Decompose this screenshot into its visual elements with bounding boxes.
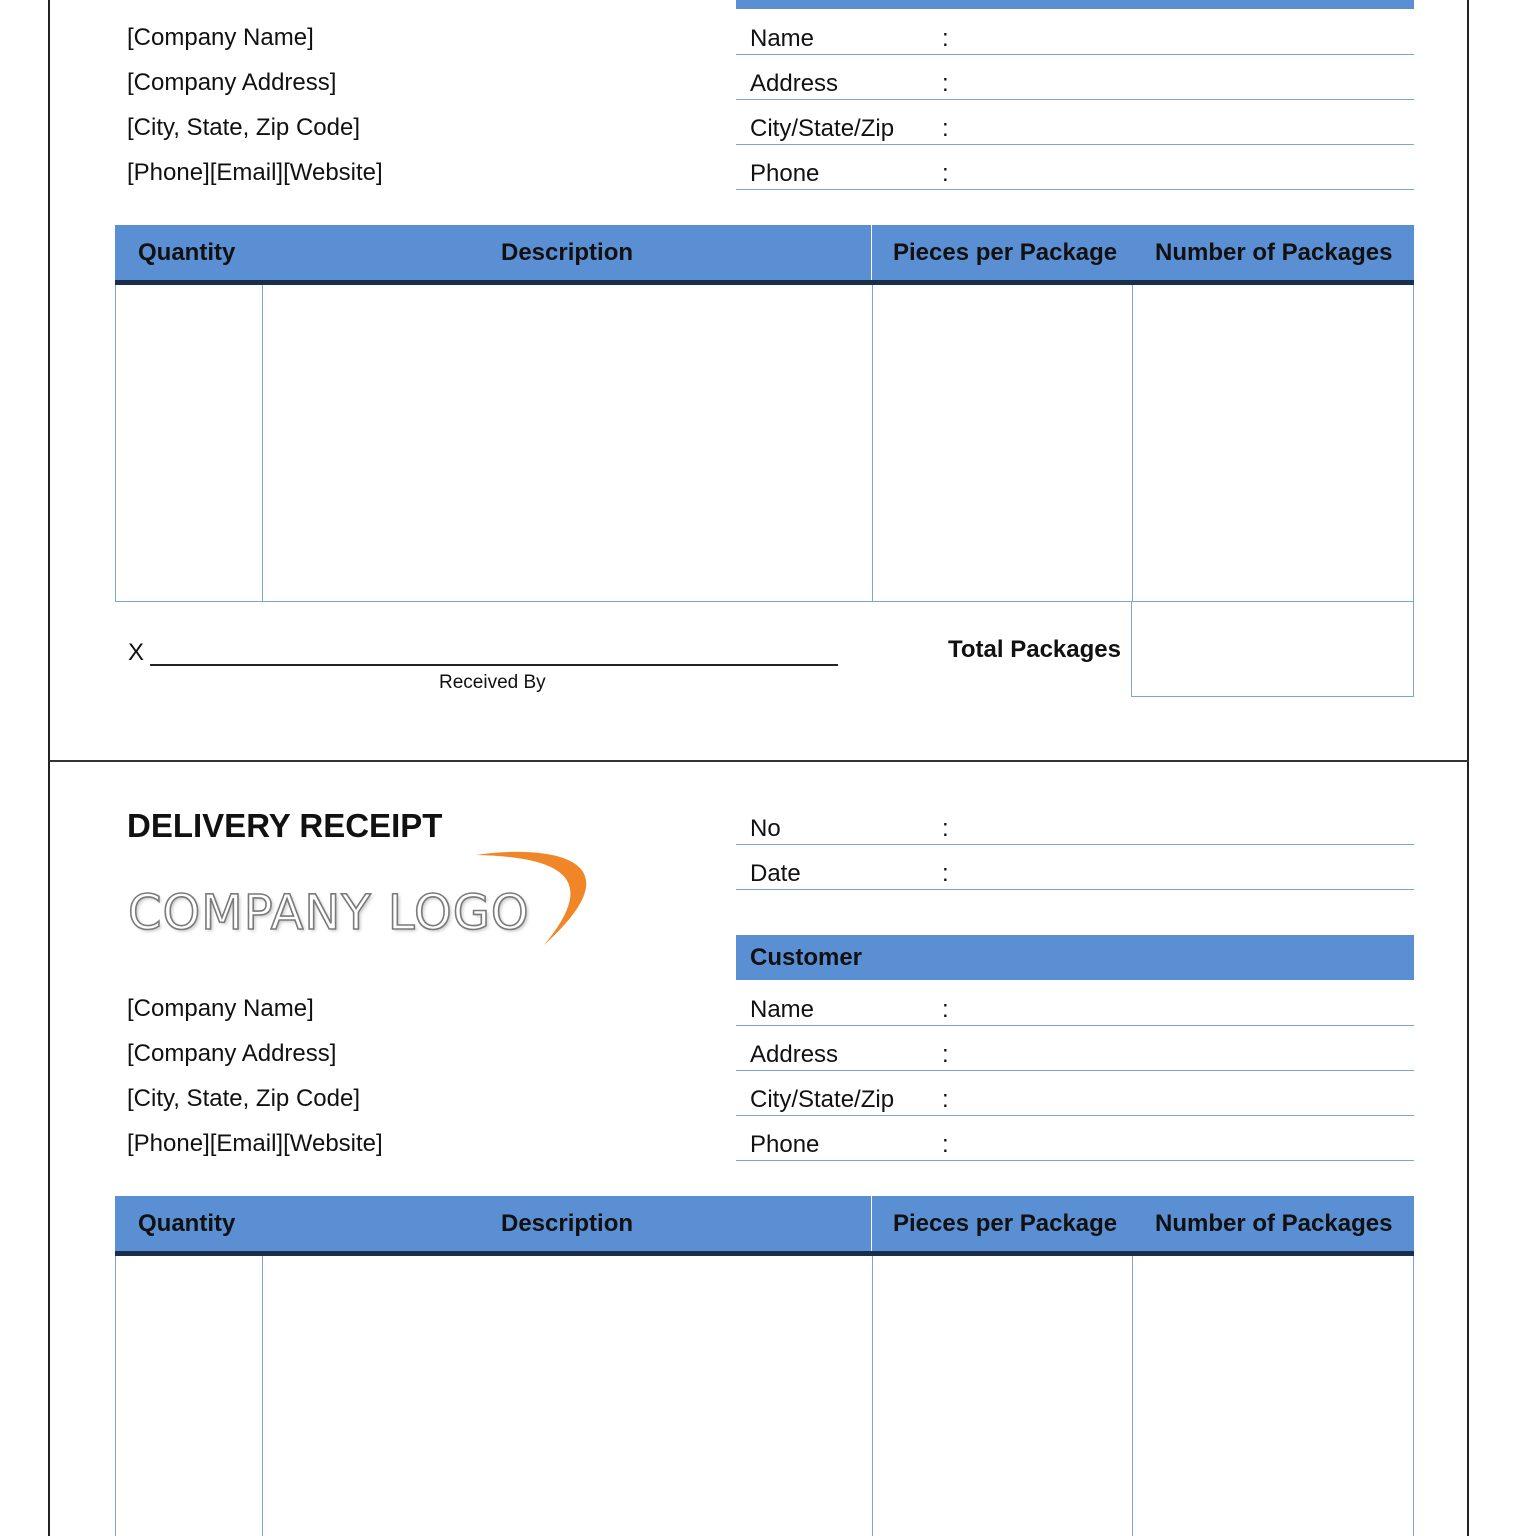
header-description: Description <box>501 1210 634 1237</box>
signature-mark: X <box>128 639 145 666</box>
header-number-of-packages: Number of Packages <box>1155 1210 1393 1237</box>
receipt-divider <box>49 760 1469 762</box>
company-logo <box>124 845 624 950</box>
field-label: Name <box>750 996 815 1023</box>
bottom-items-table-header <box>115 1196 1414 1256</box>
field-label: Address <box>750 70 839 97</box>
company-city: [City, State, Zip Code] <box>127 114 360 141</box>
company-contact: [Phone][Email][Website] <box>127 159 383 186</box>
customer-phone-field[interactable] <box>736 1130 1414 1161</box>
bottom-items-table-body[interactable] <box>115 1256 1414 1536</box>
column-divider <box>872 285 873 601</box>
field-label: No <box>750 815 781 842</box>
field-label: Address <box>750 1041 839 1068</box>
header-pieces-per-package: Pieces per Package <box>893 239 1118 266</box>
customer-name-field[interactable] <box>736 995 1414 1026</box>
header-quantity: Quantity <box>138 239 236 266</box>
total-packages-label: Total Packages <box>948 636 1121 663</box>
field-colon: : <box>942 70 949 97</box>
column-divider <box>1132 1256 1133 1536</box>
field-label: City/State/Zip <box>750 115 895 142</box>
column-divider <box>262 1256 263 1536</box>
total-packages-box[interactable] <box>1131 601 1414 697</box>
header-description: Description <box>501 239 634 266</box>
receipt-title: DELIVERY RECEIPT <box>127 807 443 844</box>
field-colon: : <box>942 1041 949 1068</box>
field-label: Name <box>750 25 815 52</box>
company-address: [Company Address] <box>127 1040 337 1067</box>
signature-caption: Received By <box>439 672 546 693</box>
field-colon: : <box>942 860 949 887</box>
receipt-date-field[interactable] <box>736 859 1414 890</box>
customer-address-field[interactable] <box>736 69 1414 100</box>
field-colon: : <box>942 115 949 142</box>
customer-name-field[interactable] <box>736 24 1414 55</box>
field-colon: : <box>942 996 949 1023</box>
column-divider <box>872 1256 873 1536</box>
column-divider <box>1132 285 1133 601</box>
customer-city-field[interactable] <box>736 114 1414 145</box>
field-colon: : <box>942 25 949 52</box>
logo-text: COMPANY LOGO <box>128 885 530 941</box>
header-separator <box>871 225 872 280</box>
company-city: [City, State, Zip Code] <box>127 1085 360 1112</box>
header-quantity: Quantity <box>138 1210 236 1237</box>
customer-header: Customer <box>750 944 863 971</box>
field-colon: : <box>942 1086 949 1113</box>
company-name: [Company Name] <box>127 24 314 51</box>
customer-city-field[interactable] <box>736 1085 1414 1116</box>
customer-phone-field[interactable] <box>736 159 1414 190</box>
field-label: City/State/Zip <box>750 1086 895 1113</box>
field-colon: : <box>942 1131 949 1158</box>
customer-address-field[interactable] <box>736 1040 1414 1071</box>
top-customer-header-bar <box>736 0 1414 9</box>
company-address: [Company Address] <box>127 69 337 96</box>
header-number-of-packages: Number of Packages <box>1155 239 1393 266</box>
field-label: Date <box>750 860 801 887</box>
top-items-table-body[interactable] <box>115 285 1414 602</box>
field-colon: : <box>942 815 949 842</box>
field-label: Phone <box>750 1131 820 1158</box>
receipt-number-field[interactable] <box>736 814 1414 845</box>
column-divider <box>262 285 263 601</box>
header-pieces-per-package: Pieces per Package <box>893 1210 1118 1237</box>
company-name: [Company Name] <box>127 995 314 1022</box>
page-left-border <box>48 0 50 1536</box>
field-colon: : <box>942 160 949 187</box>
field-label: Phone <box>750 160 820 187</box>
header-separator <box>871 1196 872 1251</box>
company-contact: [Phone][Email][Website] <box>127 1130 383 1157</box>
signature-line[interactable] <box>150 664 838 666</box>
top-items-table-header <box>115 225 1414 285</box>
customer-header-bar <box>736 935 1414 980</box>
page-right-border <box>1467 0 1469 1536</box>
